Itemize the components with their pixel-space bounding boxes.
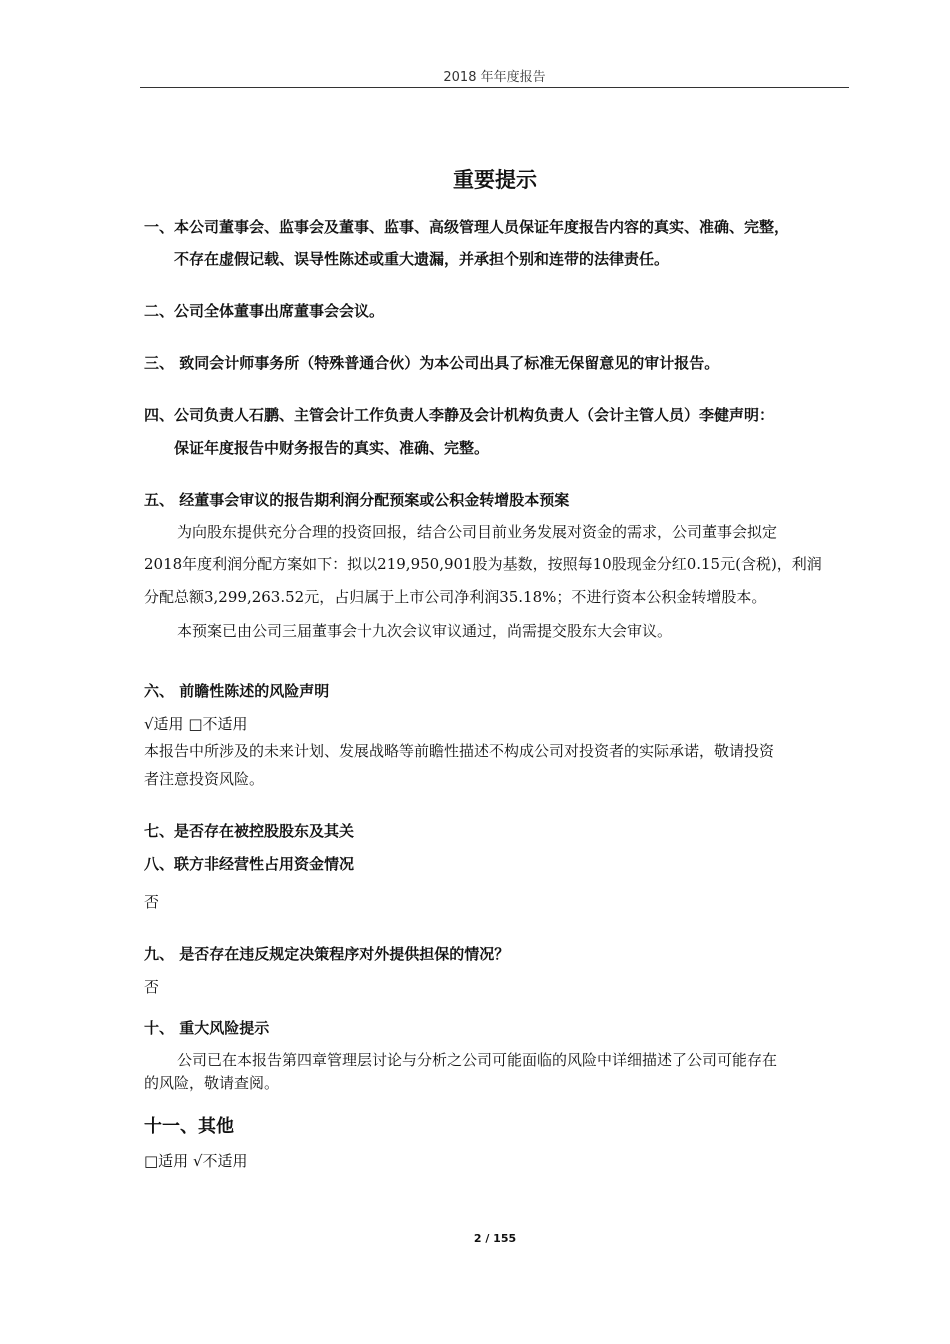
section-5-para-line3: 分配总额3,299,263.52元，占归属于上市公司净利润35.18%；不进行资本公积金转增股本。 — [144, 588, 767, 606]
header-divider — [140, 87, 849, 88]
section-9-answer: 否 — [144, 978, 160, 996]
section-7-heading: 七、是否存在被控股股东及其关 — [144, 822, 355, 840]
section-4-line2: 保证年度报告中财务报告的真实、准确、完整。 — [174, 439, 490, 457]
section-5-para-line1: 为向股东提供充分合理的投资回报，结合公司目前业务发展对资金的需求，公司董事会拟定 — [177, 523, 778, 541]
section-6-heading: 六、 前瞻性陈述的风险声明 — [144, 682, 330, 700]
section-6-options: √适用 □不适用 — [144, 715, 248, 733]
page-header: 2018 年年度报告 — [443, 70, 546, 85]
section-1-line2: 不存在虚假记载、误导性陈述或重大遗漏，并承担个别和连带的法律责任。 — [174, 250, 670, 268]
section-5-para-line2: 2018年度利润分配方案如下：拟以219,950,901股为基数，按照每10股现金分红0.15元(含税)，利润 — [144, 555, 822, 573]
page-title: 重要提示 — [453, 168, 537, 192]
section-10-para-line2: 的风险，敬请查阅。 — [144, 1074, 280, 1092]
section-5-heading: 五、 经董事会审议的报告期利润分配预案或公积金转增股本预案 — [144, 491, 570, 509]
section-10-para-line1: 公司已在本报告第四章管理层讨论与分析之公司可能面临的风险中详细描述了公司可能存在 — [177, 1051, 778, 1069]
section-6-para-line2: 者注意投资风险。 — [144, 770, 265, 788]
section-11-heading: 十一、其他 — [144, 1116, 234, 1137]
section-5-para-line4: 本预案已由公司三届董事会十九次会议审议通过，尚需提交股东大会审议。 — [177, 622, 673, 640]
section-10-heading: 十、 重大风险提示 — [144, 1019, 270, 1037]
section-9-heading: 九、 是否存在违反规定决策程序对外提供担保的情况？ — [144, 945, 510, 963]
section-8-heading: 八、联方非经营性占用资金情况 — [144, 855, 355, 873]
section-11-options: □适用 √不适用 — [144, 1152, 248, 1170]
section-2: 二、公司全体董事出席董事会会议。 — [144, 302, 385, 320]
section-8-answer: 否 — [144, 893, 160, 911]
section-6-para-line1: 本报告中所涉及的未来计划、发展战略等前瞻性描述不构成公司对投资者的实际承诺，敬请投资 — [144, 742, 775, 760]
section-4-line1: 四、公司负责人石鹏、主管会计工作负责人李静及会计机构负责人（会计主管人员）李健声明： — [144, 406, 775, 424]
page-number: 2 / 155 — [473, 1232, 517, 1245]
section-1-line1: 一、本公司董事会、监事会及董事、监事、高级管理人员保证年度报告内容的真实、准确、完整， — [144, 218, 790, 236]
section-3: 三、 致同会计师事务所（特殊普通合伙）为本公司出具了标准无保留意见的审计报告。 — [144, 354, 720, 372]
